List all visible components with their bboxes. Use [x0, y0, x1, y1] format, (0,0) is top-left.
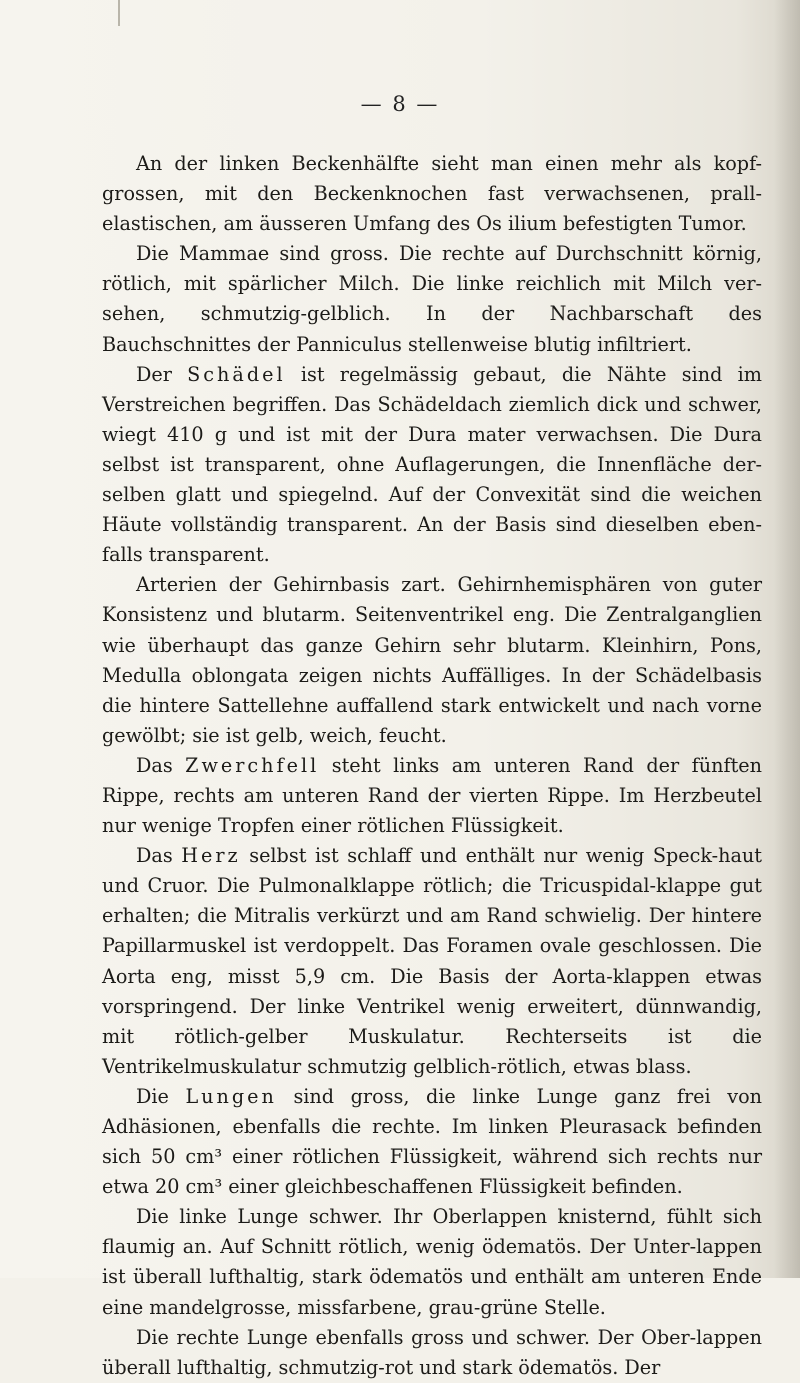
paragraph-linke-lunge: Die linke Lunge schwer. Ihr Oberlappen knisternd, fühlt sich flaumig an. Auf Schnitt rötlich, wenig ödematös. Der Unter-lappen ist überall lufthaltig, stark ödematös und enthält am unteren Ende eine mandelgrosse, missfarbene, grau-grüne Stelle.	[102, 1205, 762, 1319]
page-number: — 8 —	[360, 92, 440, 116]
section-term: Schädel	[187, 362, 286, 386]
section-term: Zwerchfell	[185, 753, 320, 777]
paragraph-body: selbst ist schlaff und enthält nur wenig Speck-haut und Cruor. Die Pulmonalklappe rötlich; die Tricuspidal-klappe gut erhalten; die Mitralis verkürzt und am Rand schwielig. Der hintere Papillarmuskel ist verdoppelt. Das Foramen ovale geschlossen. Die Aorta eng, misst 5,9 cm. Die Basis der Aorta-klappen etwas vorspringend. Der linke Ventrikel wenig erweitert, dünnwandig, mit rötlich-gelber Muskulatur. Rechterseits ist die Ventrikelmuskulatur schmutzig gelblich-rötlich, etwas blass.	[102, 844, 762, 1078]
paragraph-lead: Die	[136, 1084, 186, 1108]
paragraph-lead: Das	[136, 844, 182, 868]
paragraph-mammae: Die Mammae sind gross. Die rechte auf Durchschnitt körnig, rötlich, mit spärlicher Milch. Die linke reichlich mit Milch ver-sehen, schmutzig-gelblich. In der Nachbarschaft des Bauchschnittes der Panniculus stellenweise blutig infiltriert.	[102, 242, 762, 356]
paragraph-lead: Der	[136, 362, 188, 386]
paragraph-schaedel	[102, 360, 762, 571]
paragraph-body: ist regelmässig gebaut, die Nähte sind im Verstreichen begriffen. Das Schädeldach ziemlich dick und schwer, wiegt 410 g und ist mit der Dura mater verwachsen. Die Dura selbst ist transparent, ohne Auflagerungen, die Innenfläche der-selben glatt und spiegelnd. Auf der Convexität sind die weichen Häute vollständig transparent. An der Basis sind dieselben eben-falls transparent.	[102, 362, 762, 567]
paragraph-rechte-lunge: Die rechte Lunge ebenfalls gross und schwer. Der Ober-lappen überall lufthaltig, schmutzig-rot und stark ödematös. Der	[102, 1325, 762, 1379]
paragraph-zwerchfell	[102, 751, 762, 841]
body-text	[102, 149, 762, 1383]
paragraph-body: sind gross, die linke Lunge ganz frei von Adhäsionen, ebenfalls die rechte. Im linken Pleurasack befinden sich 50 cm³ einer rötlichen Flüssigkeit, während sich rechts nur etwa 20 cm³ einer gleichbeschaffenen Flüssigkeit befinden.	[102, 1084, 762, 1199]
paragraph-gehirn: Arterien der Gehirnbasis zart. Gehirnhemisphären von guter Konsistenz und blutarm. Seitenventrikel eng. Die Zentralganglien wie überhaupt das ganze Gehirn sehr blutarm. Kleinhirn, Pons, Medulla oblongata zeigen nichts Auffälliges. In der Schädelbasis die hintere Sattellehne auffallend stark entwickelt und nach vorne gewölbt; sie ist gelb, weich, feucht.	[102, 573, 762, 747]
scan-mark	[118, 0, 120, 26]
section-term: Herz	[181, 844, 241, 868]
page-edge-shadow	[774, 0, 800, 1278]
paragraph-tumor: An der linken Beckenhälfte sieht man einen mehr als kopf-grossen, mit den Beckenknochen fast verwachsenen, prall-elastischen, am äusseren Umfang des Os ilium befestigten Tumor.	[102, 152, 762, 236]
paragraph-herz	[102, 841, 762, 1082]
paragraph-lead: Das	[136, 753, 186, 777]
paragraph-body: steht links am unteren Rand der fünften Rippe, rechts am unteren Rand der vierten Rippe. Im Herzbeutel nur wenige Tropfen einer rötlichen Flüssigkeit.	[102, 753, 762, 838]
paragraph-lungen	[102, 1082, 762, 1202]
section-term: Lungen	[185, 1084, 277, 1108]
